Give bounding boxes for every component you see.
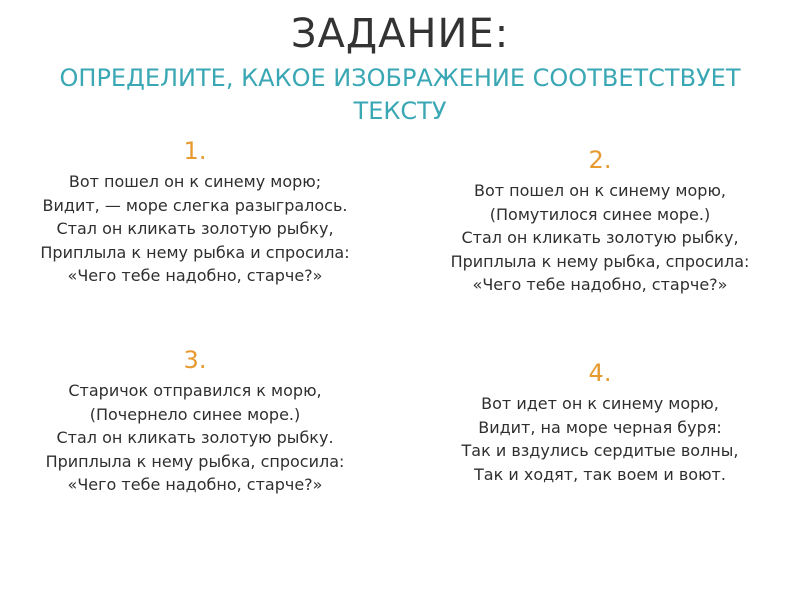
verse-line: Стал он кликать золотую рыбку, — [461, 228, 739, 247]
verse-line: Видит, — море слегка разыгралось. — [42, 195, 348, 215]
verse-line: Так и вздулись сердитые волны, — [461, 441, 739, 460]
verse-line: Приплыла к нему рыбка и спросила: — [40, 242, 350, 262]
verse-line: Старичок отправился к морю, — [68, 381, 322, 400]
text-option-2 — [405, 145, 795, 297]
verse-line: «Чего тебе надобно, старче?» — [67, 266, 323, 285]
task-instruction-line-1: ОПРЕДЕЛИТЕ, КАКОЕ ИЗОБРАЖЕНИЕ СООТВЕТСТВУЕТ — [59, 64, 741, 92]
text-option-3 — [0, 345, 390, 497]
option-number: 2. — [588, 146, 612, 174]
verse-line: Так и ходят, так воем и воют. — [474, 464, 726, 484]
text-option-4 — [405, 358, 795, 486]
verse-line: Видит, на море черная буря: — [478, 417, 722, 437]
verse-line: (Почернело синее море.) — [89, 404, 301, 424]
verse-line: «Чего тебе надобно, старче?» — [472, 275, 728, 294]
verse-line: Приплыла к нему рыбка, спросила: — [45, 451, 345, 471]
page-title: ЗАДАНИЕ: — [290, 11, 510, 57]
option-number: 1. — [183, 137, 207, 165]
verse-line: Стал он кликать золотую рыбку, — [56, 219, 334, 238]
task-instruction-line-2: ТЕКСТУ — [353, 97, 447, 125]
text-option-1 — [0, 136, 390, 288]
verse-line: Приплыла к нему рыбка, спросила: — [450, 251, 750, 271]
option-number: 4. — [588, 359, 612, 387]
verse-line: «Чего тебе надобно, старче?» — [67, 475, 323, 494]
verse-line: Вот идет он к синему морю, — [481, 394, 719, 413]
verse-line: Стал он кликать золотую рыбку. — [56, 428, 334, 447]
option-number: 3. — [183, 346, 207, 374]
verse-line: (Помутилося синее море.) — [489, 204, 711, 224]
verse-line: Вот пошел он к синему морю; — [68, 172, 322, 191]
verse-line: Вот пошел он к синему морю, — [474, 181, 726, 200]
